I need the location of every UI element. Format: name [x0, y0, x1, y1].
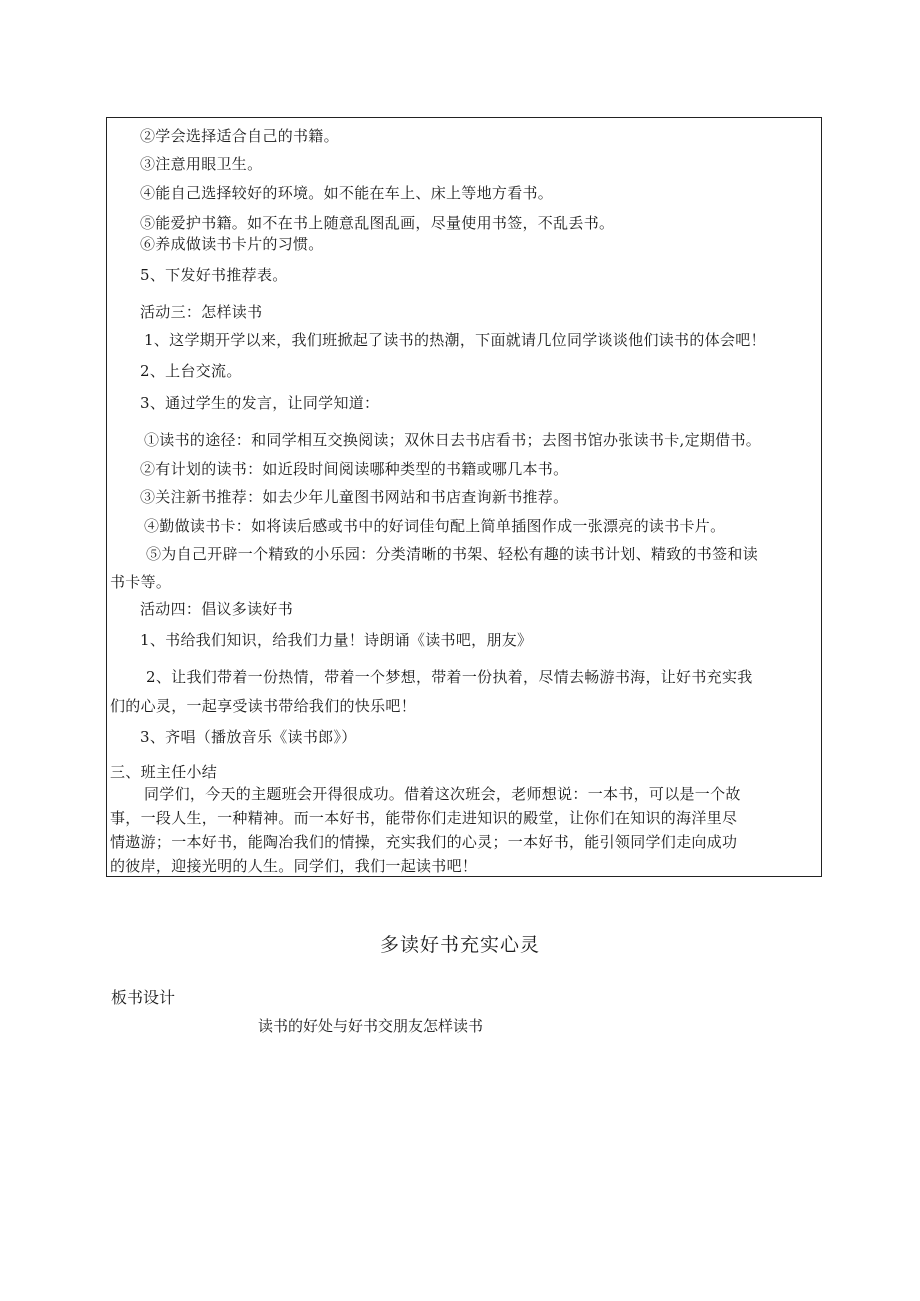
text-line: ①读书的途径：和同学相互交换阅读；双休日去书店看书；去图书馆办张读书卡,定期借书。 [144, 431, 762, 449]
text-line: ④能自己选择较好的环境。如不能在车上、床上等地方看书。 [140, 184, 554, 202]
text-line: ③注意用眼卫生。 [140, 155, 263, 173]
text-line: 2、上台交流。 [140, 362, 242, 380]
text-line: ④勤做读书卡：如将读后感或书中的好词佳句配上简单插图作成一张漂亮的读书卡片。 [144, 517, 726, 535]
text-line: 2、让我们带着一份热情，带着一个梦想，带着一份执着，尽情去畅游书海，让好书充实我 [146, 668, 753, 686]
text-line: 情遨游；一本好书，能陶冶我们的情操，充实我们的心灵；一本好书，能引领同学们走向成功 [110, 833, 738, 851]
board-design-label: 板书设计 [111, 988, 176, 1007]
text-line: 们的心灵，一起享受读书带给我们的快乐吧！ [110, 697, 417, 715]
text-line: ⑤为自己开辟一个精致的小乐园：分类清晰的书架、轻松有趣的读书计划、精致的书签和读 [146, 545, 759, 563]
text-line: 事，一段人生，一种精神。而一本好书，能带你们走进知识的殿堂，让你们在知识的海洋里尽 [110, 809, 738, 827]
text-line: ②学会选择适合自己的书籍。 [140, 127, 339, 145]
section-heading: 活动四：倡议多读好书 [140, 600, 294, 618]
text-line: ③关注新书推荐：如去少年儿童图书网站和书店查询新书推荐。 [140, 488, 569, 506]
text-line: 1、这学期开学以来，我们班掀起了读书的热潮，下面就请几位同学谈谈他们读书的体会吧！ [144, 331, 766, 349]
text-line: ⑤能爱护书籍。如不在书上随意乱图乱画，尽量使用书签，不乱丢书。 [140, 214, 615, 232]
text-line: 3、通过学生的发言，让同学知道： [140, 394, 380, 412]
section-heading: 三、班主任小结 [110, 763, 218, 781]
text-line: 3、齐唱（播放音乐《读书郎》） [140, 728, 357, 746]
text-line: 书卡等。 [110, 573, 172, 591]
text-line: 5、下发好书推荐表。 [140, 266, 288, 284]
text-line: 同学们，今天的主题班会开得很成功。借着这次班会，老师想说：一本书，可以是一个故 [144, 785, 741, 803]
text-line: 1、书给我们知识，给我们力量！诗朗诵《读书吧，朋友》 [140, 631, 533, 649]
text-line: ②有计划的读书：如近段时间阅读哪种类型的书籍或哪几本书。 [140, 460, 569, 478]
section-heading: 活动三：怎样读书 [140, 303, 263, 321]
text-line: 的彼岸，迎接光明的人生。同学们，我们一起读书吧！ [110, 857, 478, 875]
board-title: 多读好书充实心灵 [379, 934, 540, 956]
board-content: 读书的好处与好书交朋友怎样读书 [258, 1017, 484, 1035]
text-line: ⑥养成做读书卡片的习惯。 [140, 235, 324, 253]
